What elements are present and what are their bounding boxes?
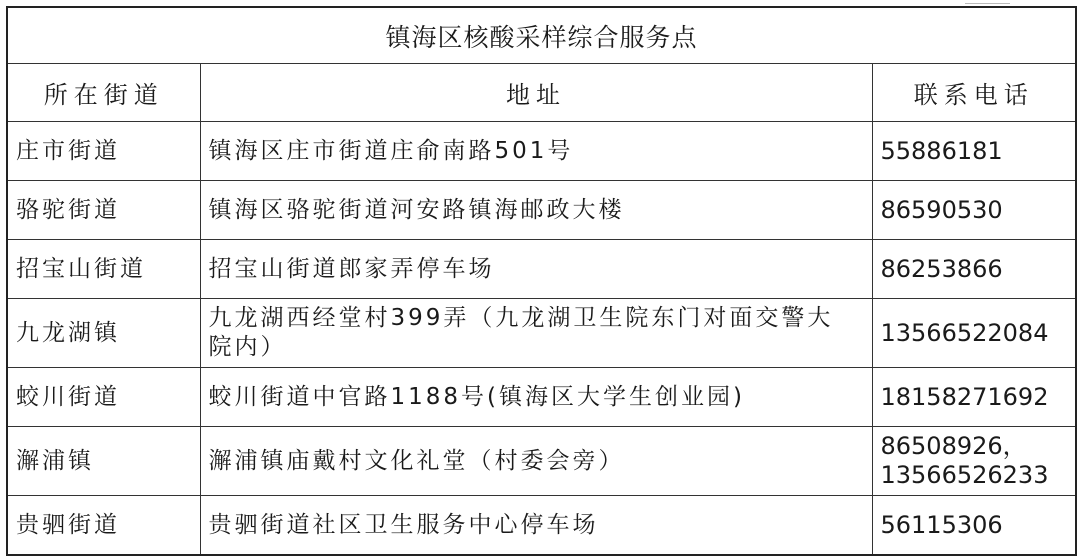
street-cell: 蛟川街道 <box>7 368 200 427</box>
street-cell: 骆驼街道 <box>7 181 200 240</box>
table-row <box>7 240 1076 299</box>
header-address: 地址 <box>200 64 872 122</box>
table-row <box>7 299 1076 368</box>
address-cell: 贵驷街道社区卫生服务中心停车场 <box>200 496 872 556</box>
phone-number: 13566526233 <box>880 461 1049 489</box>
phone-cell <box>872 122 1076 181</box>
phone-cell <box>872 181 1076 240</box>
phone-cell <box>872 368 1076 427</box>
phone-number: 55886181 <box>880 136 1003 165</box>
phone-number: 13566522084 <box>880 318 1049 347</box>
phone-number: 86508926， <box>880 432 1027 460</box>
scan-edge-mark <box>965 0 1010 4</box>
table-row <box>7 427 1076 496</box>
phone-cell <box>872 496 1076 556</box>
table-row <box>7 122 1076 181</box>
phone-cell <box>872 427 1076 496</box>
address-cell: 九龙湖西经堂村399弄（九龙湖卫生院东门对面交警大院内） <box>200 299 872 368</box>
street-cell: 庄市街道 <box>7 122 200 181</box>
address-cell: 澥浦镇庙戴村文化礼堂（村委会旁） <box>200 427 872 496</box>
table-row <box>7 496 1076 556</box>
phone-cell <box>872 240 1076 299</box>
phone-number: 56115306 <box>880 510 1003 539</box>
address-cell: 蛟川街道中官路1188号(镇海区大学生创业园) <box>200 368 872 427</box>
phone-cell <box>872 299 1076 368</box>
header-row <box>7 64 1076 122</box>
table-row <box>7 368 1076 427</box>
street-cell: 招宝山街道 <box>7 240 200 299</box>
address-cell: 招宝山街道郎家弄停车场 <box>200 240 872 299</box>
sampling-sites-table <box>6 6 1077 556</box>
header-phone: 联系电话 <box>872 64 1076 122</box>
phone-number: 18158271692 <box>880 382 1049 411</box>
address-cell: 镇海区庄市街道庄俞南路501号 <box>200 122 872 181</box>
table-title: 镇海区核酸采样综合服务点 <box>7 7 1076 64</box>
table-row <box>7 181 1076 240</box>
address-cell: 镇海区骆驼街道河安路镇海邮政大楼 <box>200 181 872 240</box>
street-cell: 贵驷街道 <box>7 496 200 556</box>
street-cell: 澥浦镇 <box>7 427 200 496</box>
phone-number: 86590530 <box>880 195 1003 224</box>
phone-number: 86253866 <box>880 254 1003 283</box>
header-street: 所在街道 <box>7 64 200 122</box>
street-cell: 九龙湖镇 <box>7 299 200 368</box>
